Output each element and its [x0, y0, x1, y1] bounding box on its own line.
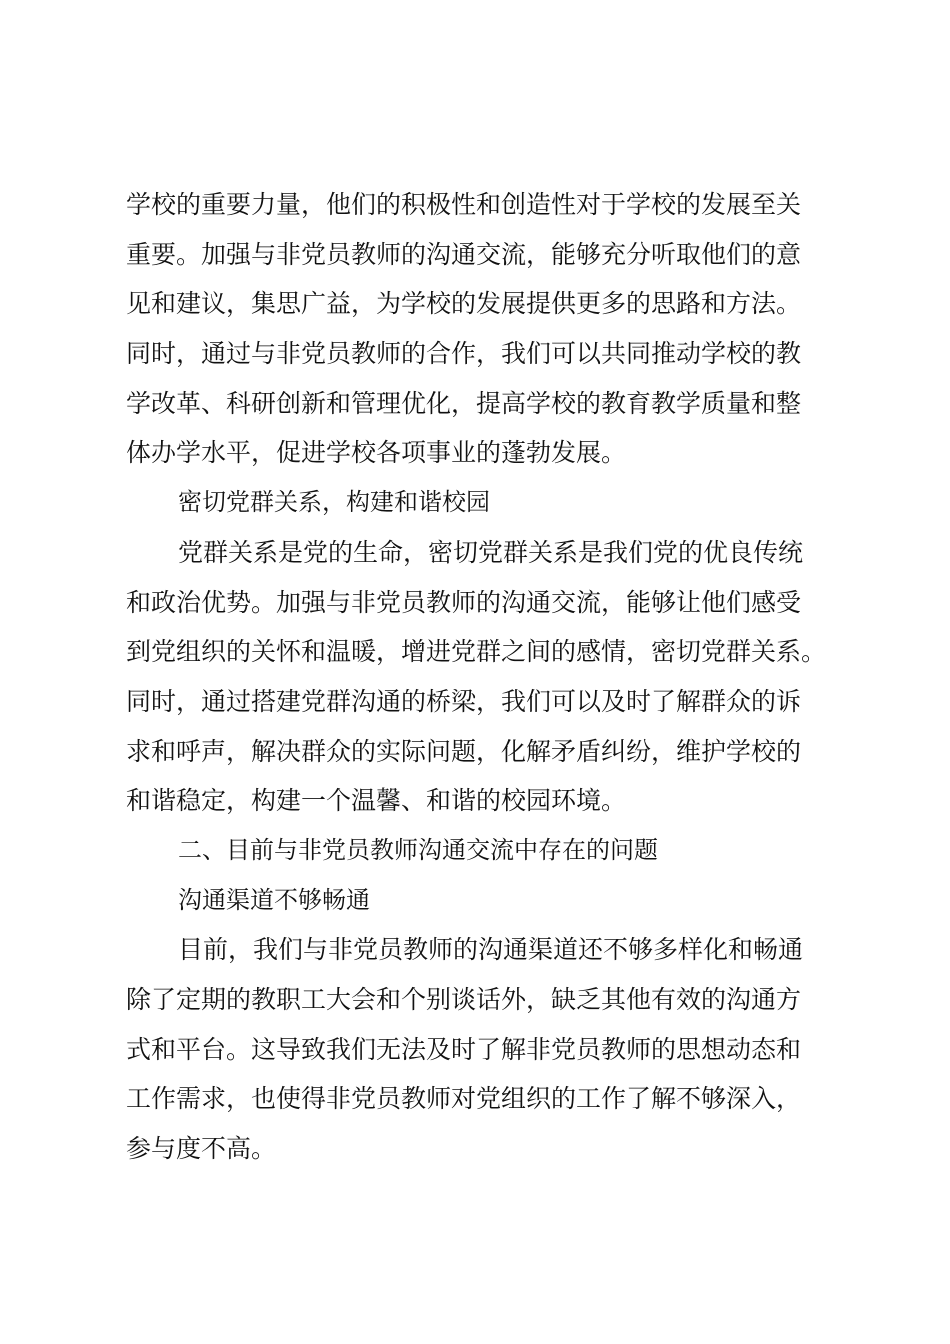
paragraph-line: 同时，通过搭建党群沟通的桥梁，我们可以及时了解群众的诉 [126, 686, 802, 716]
paragraph-line: 和谐稳定，构建一个温馨、和谐的校园环境。 [126, 786, 627, 816]
paragraph-line: 和政治优势。加强与非党员教师的沟通交流，能够让他们感受 [126, 587, 802, 617]
paragraph-line: 重要。加强与非党员教师的沟通交流，能够充分听取他们的意 [126, 239, 802, 269]
paragraph-line: 目前，我们与非党员教师的沟通渠道还不够多样化和畅通 [178, 935, 804, 965]
paragraph-line: 学校的重要力量，他们的积极性和创造性对于学校的发展至关 [126, 190, 802, 219]
section-heading: 密切党群关系，构建和谐校园 [178, 488, 490, 517]
paragraph-line: 学改革、科研创新和管理优化，提高学校的教育教学质量和整 [126, 388, 802, 418]
paragraph-line: 参与度不高。 [126, 1134, 277, 1164]
paragraph-line: 式和平台。这导致我们无法及时了解非党员教师的思想动态和 [126, 1034, 802, 1064]
paragraph-line: 见和建议，集思广益，为学校的发展提供更多的思路和方法。 [126, 289, 802, 319]
paragraph-line: 工作需求，也使得非党员教师对党组织的工作了解不够深入， [126, 1084, 802, 1114]
paragraph-line: 体办学水平，促进学校各项事业的蓬勃发展。 [126, 438, 627, 468]
section-heading: 沟通渠道不够畅通 [178, 885, 370, 914]
paragraph-line: 党群关系是党的生命，密切党群关系是我们党的优良传统 [178, 537, 804, 567]
paragraph-line: 除了定期的教职工大会和个别谈话外，缺乏其他有效的沟通方 [126, 985, 802, 1014]
section-heading: 二、目前与非党员教师沟通交流中存在的问题 [178, 835, 658, 864]
paragraph-line: 求和呼声，解决群众的实际问题，化解矛盾纠纷，维护学校的 [126, 736, 802, 766]
paragraph-line: 到党组织的关怀和温暖，增进党群之间的感情，密切党群关系。 [126, 637, 827, 667]
document-body [126, 180, 838, 1174]
paragraph-line: 同时，通过与非党员教师的合作，我们可以共同推动学校的教 [126, 339, 802, 369]
